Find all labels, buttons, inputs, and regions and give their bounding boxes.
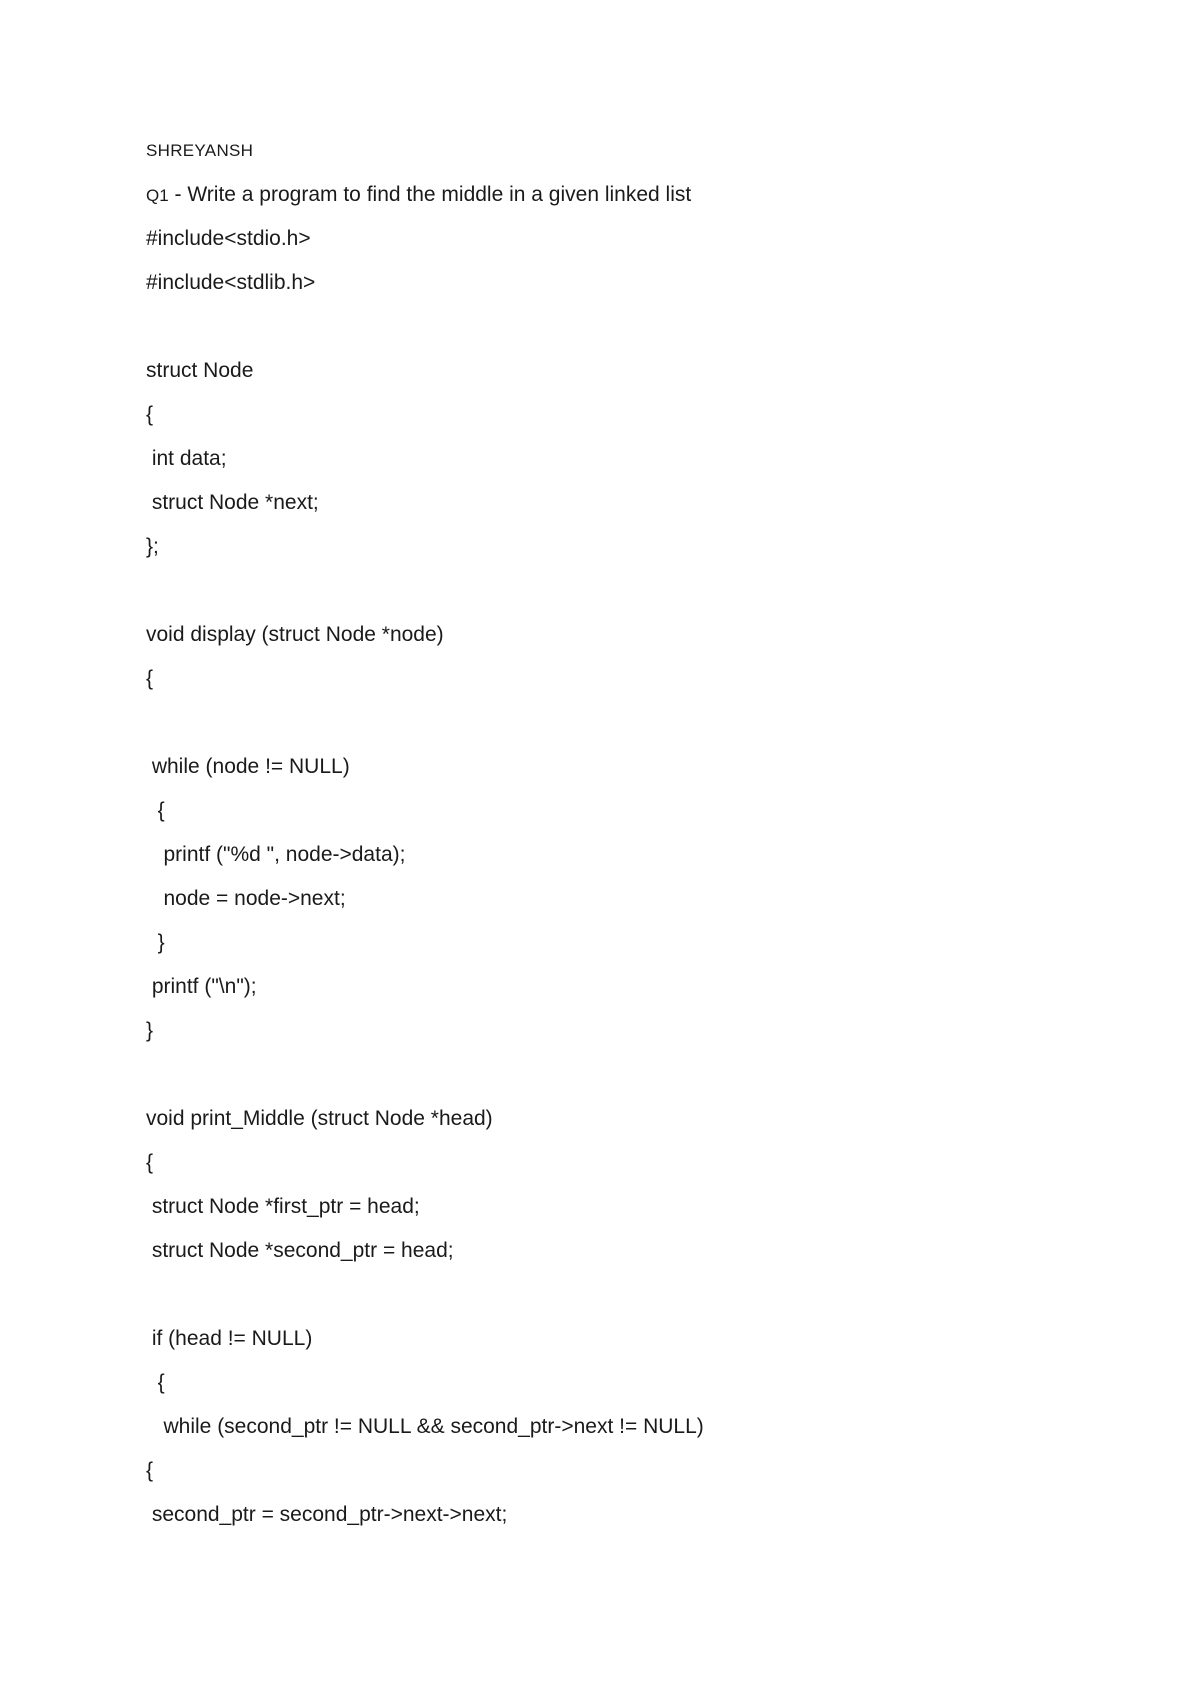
document-content <box>146 139 1126 1537</box>
code-line: struct Node *first_ptr = head; <box>146 1195 420 1218</box>
blank-line <box>146 701 1126 745</box>
author-name: SHREYANSH <box>146 141 254 160</box>
code-line: } <box>146 931 165 954</box>
code-line: int data; <box>146 447 227 470</box>
question-text: - Write a program to find the middle in a given linked list <box>168 183 692 206</box>
question-heading <box>146 173 1126 217</box>
code-line: while (second_ptr != NULL && second_ptr->next != NULL) <box>146 1415 704 1438</box>
blank-line <box>146 1053 1126 1097</box>
blank-line <box>146 569 1126 613</box>
code-line: if (head != NULL) <box>146 1327 313 1350</box>
code-line: { <box>146 799 165 822</box>
code-block <box>146 217 1126 1537</box>
code-line: second_ptr = second_ptr->next->next; <box>146 1503 508 1526</box>
code-line: struct Node *next; <box>146 491 319 514</box>
code-line: } <box>146 1019 154 1042</box>
code-line: { <box>146 1151 154 1174</box>
code-line: void print_Middle (struct Node *head) <box>146 1107 493 1130</box>
code-line: struct Node <box>146 359 254 382</box>
code-line: { <box>146 403 154 426</box>
blank-line <box>146 1273 1126 1317</box>
code-line: struct Node *second_ptr = head; <box>146 1239 454 1262</box>
code-line: #include<stdlib.h> <box>146 271 316 294</box>
code-line: #include<stdio.h> <box>146 227 311 250</box>
code-line: printf ("\n"); <box>146 975 257 998</box>
code-line: { <box>146 667 154 690</box>
code-line: while (node != NULL) <box>146 755 350 778</box>
code-line: { <box>146 1371 165 1394</box>
question-label: Q1 <box>146 186 169 205</box>
code-line: void display (struct Node *node) <box>146 623 444 646</box>
code-line: printf ("%d ", node->data); <box>146 843 406 866</box>
blank-line <box>146 305 1126 349</box>
code-line: { <box>146 1459 154 1482</box>
code-line: node = node->next; <box>146 887 346 910</box>
code-line: }; <box>146 535 159 558</box>
